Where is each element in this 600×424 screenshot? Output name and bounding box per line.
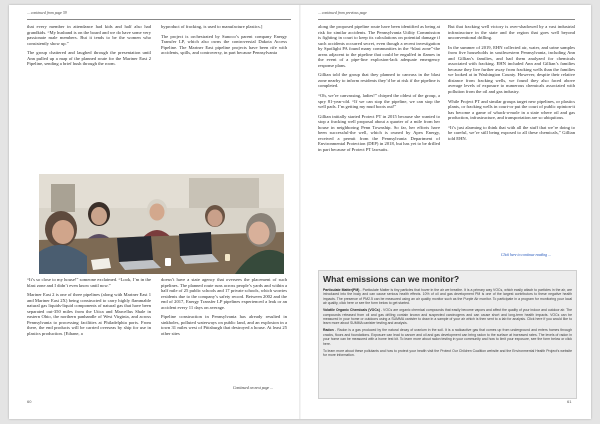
paragraph: along the proposed pipeline route have been identified as being at risk for similar accidents. The Pennsylvania Utility Commission is fighting in court to keep its calculations on potential damage if such accidents occurred secret, even though a recent investigation by Spotlight PA found many communities in the “blast zone”-the areas adjacent to the pipeline that could be engulfed in flames in the event of a pipe-line explosion-lack adequate emergency response plans. [318, 24, 440, 68]
meeting-photo [39, 174, 284, 274]
magazine-spread [9, 5, 591, 419]
header-rule-left [27, 19, 291, 20]
sidebar-title: What emissions can we monitor? [323, 274, 460, 284]
paragraph: While Project PT and similar groups target new pipelines, or plastics plants, or fracking wells in court-or put the court of public opinion-it has become a game of whack-a-mole in a state where oil and gas production, infrastructure, and transportation are so ubiquitous. [448, 98, 575, 121]
header-rule-right [318, 19, 575, 20]
continued-from-note-right: ... continued from previous page [318, 11, 367, 15]
paragraph: doesn’t have a state agency that oversees the placement of such pipelines. The planned route runs across people’s yards and within a half mile of 25 public schools and 17 private schools, which worries residents due to the company’s safety record. Between 2002 and the end of 2017, Energy Transfer LP pipelines experienced a leak or an accident every 11 days on average. [161, 277, 287, 310]
paragraph: The project is orchestrated by Sunoco’s parent company Energy Transfer LP, which also owns the controversial Dakota Access Pipeline. The Mariner East pipeline projects have been rife with accidents, spills, and controversy, in part because Pennsylvania [161, 33, 287, 56]
article-column-right-2 [448, 24, 575, 251]
sidebar-term: Radon [323, 328, 334, 333]
continued-from-note-left: ... continued from page 59 [27, 11, 67, 15]
continue-reading-link[interactable]: Click here to continue reading ... [501, 253, 551, 257]
paragraph: Gillian told the group that they planned to canvass in the blast zone nearby to inform residents they’d be at risk if the pipeline is completed. [318, 72, 440, 89]
paragraph: byproduct of fracking, is used to manufacture plastics.] [161, 24, 263, 29]
article-column-left-2 [161, 24, 287, 172]
paragraph: that every member in attendance had kids and half also had grandkids. “My husband is on the board and we do have some very passionate male members. But it tends to be the women who consistently show up.” [27, 24, 151, 46]
paragraph: Gillian initially started Protect PT in 2015 because she wanted to stop a fracking well proposal about a quarter of a mile from her house in neighboring Penn Township. So far, her efforts have been successful-the well, which is owned by Apex Energy, received a permit from the Pennsylvania Department of Environmental Protection (DEP) in 2018, but has yet to be drilled in part because of Protect PT lawsuits. [318, 113, 440, 152]
emissions-sidebar [318, 270, 577, 399]
article-column-left-1 [27, 24, 151, 172]
paragraph: “Oh, we’re canvassing, ladies!” chirped the oldest of the group, a spry 81-year-old. “If we can stop the pipeline, we can stop the well pads. I’m getting my mud boots out!” [318, 93, 440, 110]
page-number-right: 61 [567, 399, 572, 404]
sidebar-text: To learn more about these pollutants and how to protect your health visit the Protect Our Children Coalition website and the Environmental Health Project’s website for more information. [323, 348, 572, 358]
page-gutter [299, 5, 301, 419]
sidebar-text: - Radon is a gas produced by the natural decay of uranium in the soil. It is a radioactive gas that comes up from underground and enters homes through cracks, floors and foundations. Exposure can lead to cancer and oil and gas development can bring radon to the surface at increased rates. The levels of radon in your home can be measured with a home test kit. To learn more about radon testing in your community and how to limit your exposure, see the form below or click here. [323, 328, 572, 346]
paragraph: But that fracking well victory is over-shadowed by a vast industrial infrastructure in the state and the region that goes well beyond unconventional drilling. [448, 24, 575, 41]
paragraph: Pipeline construction in Pennsylvania has already resulted in sinkholes, polluted waterways on public land, and an explosion in a town 31 miles west of Pittsburgh that destroyed a house. At least 25 other sites [161, 314, 287, 336]
paragraph: The group chattered and laughed through the presentation until Ann pulled up a map of the planned route for the Mariner East 2 Pipeline, sending a brief hush through the room. [27, 50, 151, 67]
sidebar-paragraph-pm [323, 288, 572, 306]
paragraph: Mariner East 2 is one of three pipelines (along with Mariner East 1 and Mariner East 2X) being constructed to carry highly flammable natural gas liquids-liquid components of natural gas that have been separated out-350 miles from the Utica and Marcellus Shale in eastern Ohio, the northern panhandle of West Virginia, and across Pennsylvania to processing facilities at Philadelphia ports. From there, the end products will be carried overseas by ship for use in plastics production. [Ethane, a [27, 292, 151, 336]
sidebar-term: Volatile Organic Chemicals (VOCs) [323, 308, 380, 313]
sidebar-text: - Particulate Matter is tiny particles that hover in the air we breathe. It is a primary way VOCs, which easily attach to particles in the air, are introduced into the body and can cause serious health effects. 10% of oil and gas development PM is one of the largest contributors to these negative health impacts. The presence of PM2.5 can be measured using an air quality monitor such as the Purple Air monitor. To participate in a program for monitoring your local air quality, click here or see the form below to get started. [323, 288, 573, 306]
article-column-left-3 [27, 277, 151, 397]
sidebar-paragraph-voc [323, 308, 572, 326]
paragraph: “It’s just alarming to think that with all the stuff that we’re doing to be careful, we’re still being exposed to all these chemicals,” Gillian told EHN. [448, 124, 575, 141]
sidebar-text: - VOCs are organic chemical compounds that easily become vapors and affect the quality of your indoor and outdoor air. The compounds released from oil and gas drilling contain known and suspected carcinogens and can cause short and long-term health impacts. VOCs can be measured in your home or outdoors using a SUMMA canister to draw in a sample of your air which is then sent to a lab for analysis. Click here if you would like to learn more about SUMMA canister testing and analysis. [323, 308, 573, 326]
article-column-right-1 [318, 24, 440, 260]
page-number-left: 60 [27, 399, 32, 404]
paragraph: In the summer of 2019, EHN collected air, water, and urine samples from five households in southwestern Pennsylvania, including Ann and Gillian’s families, and had them analyzed for chemicals associated with fracking. EHN included Ann and Gillian’s families because they live further away from fracking wells than the families we looked at in Washington County. However, despite their relative distance from fracking wells, we found they also faced above average levels of exposure to numerous chemicals associated with pollution from the oil and gas industry. [448, 44, 575, 95]
sidebar-paragraph-radon [323, 328, 572, 346]
continued-next-note: Continued on next page ... [233, 386, 273, 390]
article-column-left-4 [161, 277, 287, 384]
sidebar-paragraph-learn-more [323, 349, 572, 358]
paragraph: “It’s so close to my house!” someone exclaimed. “Look, I’m in the blast zone and I didn’t even know until now.” [27, 277, 151, 288]
sidebar-term: Particulate Matter(PM) [323, 288, 360, 292]
sidebar-body [323, 288, 572, 360]
